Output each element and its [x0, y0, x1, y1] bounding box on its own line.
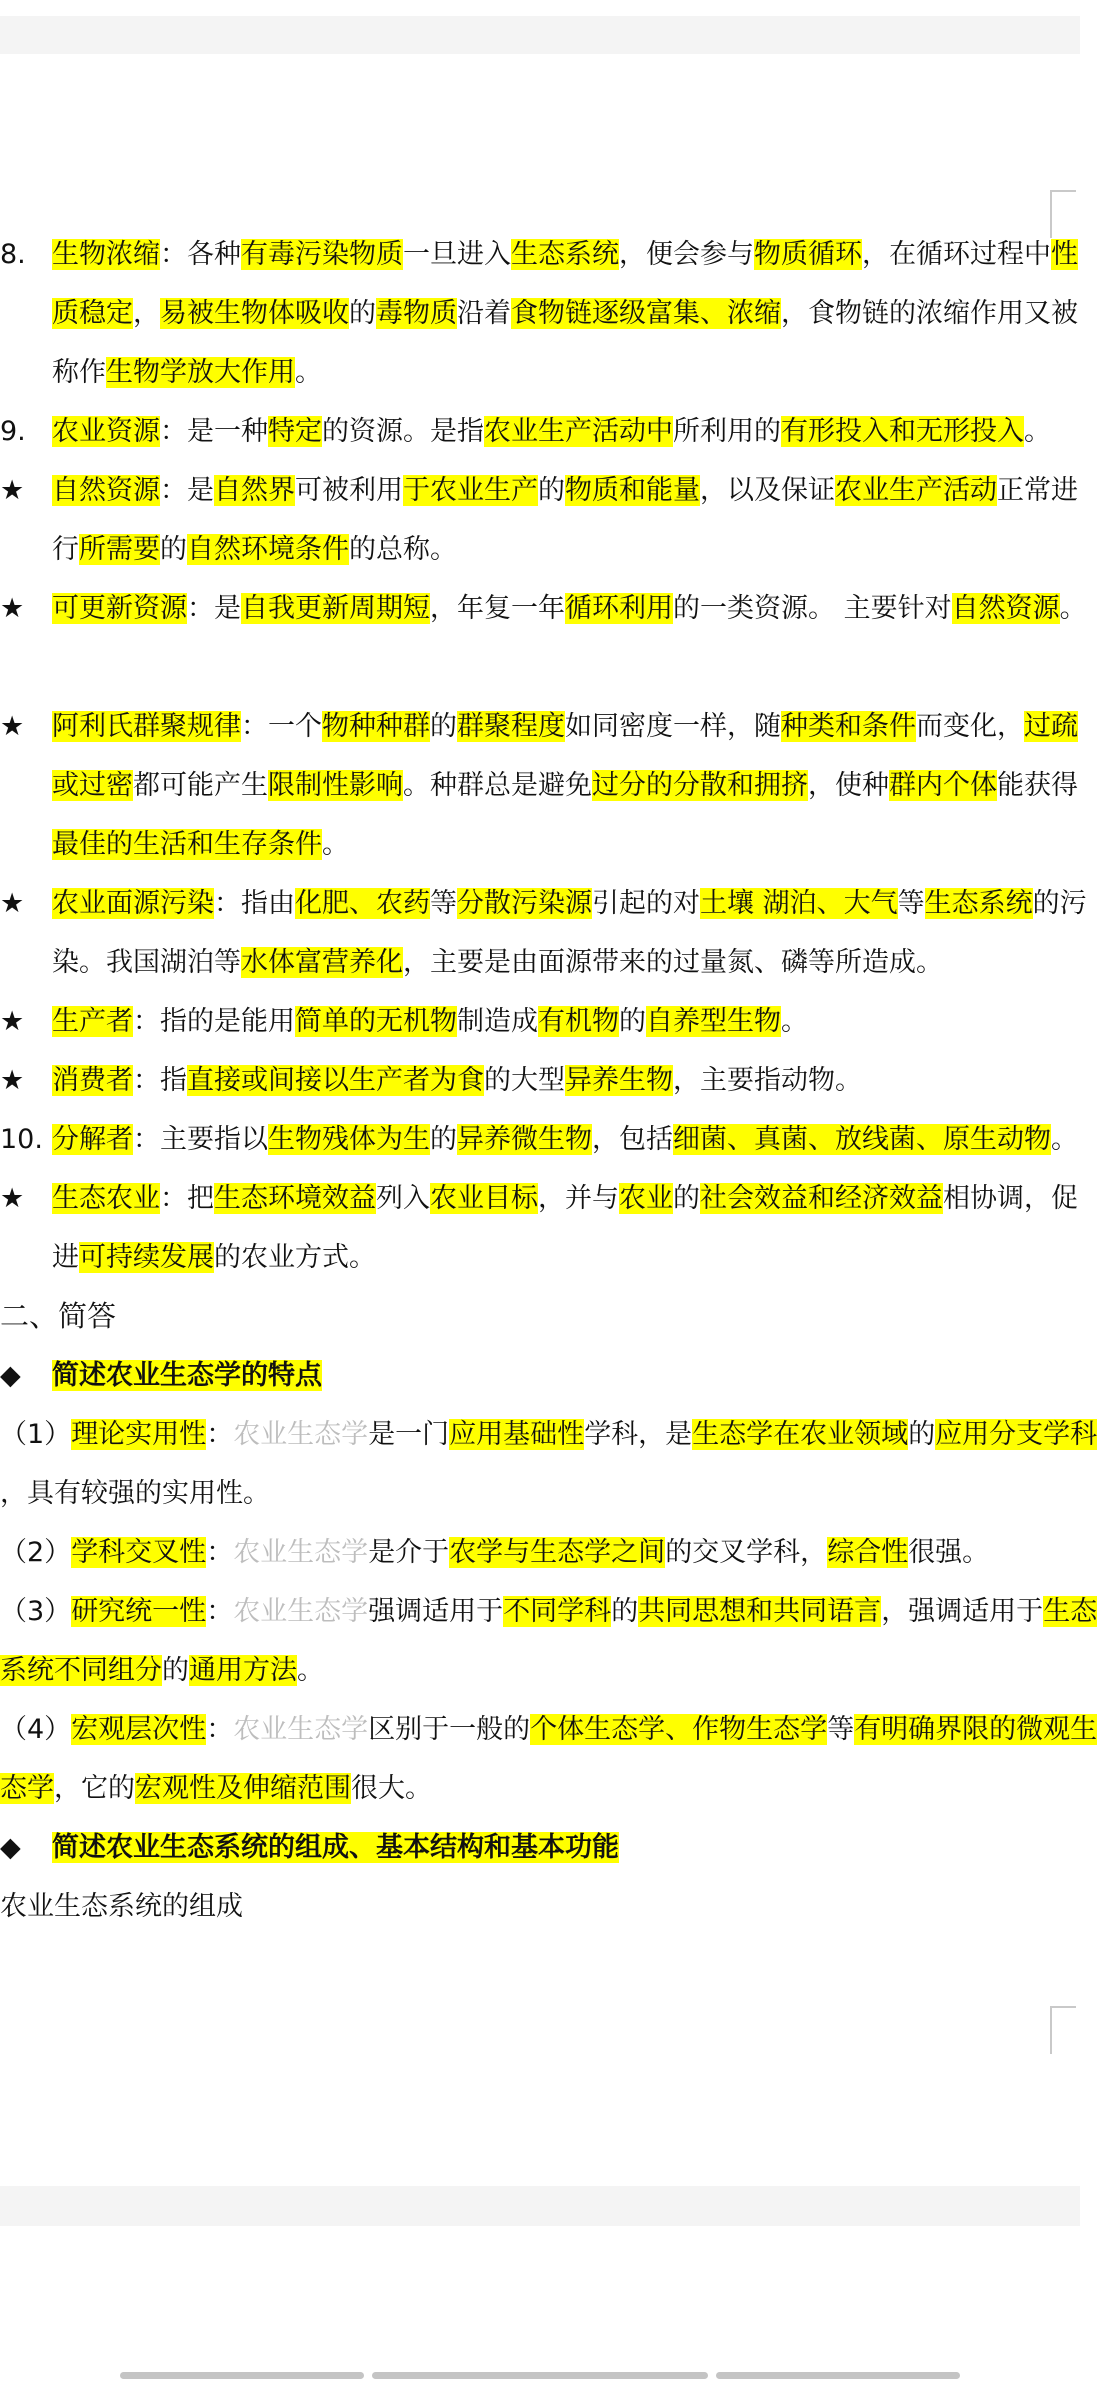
- plain-text: 是一门: [368, 1419, 450, 1450]
- line-text: [0, 1641, 324, 1700]
- plain-text: 。: [297, 1655, 324, 1686]
- highlighted-term: 农业: [619, 1183, 673, 1214]
- highlighted-term: 或过密: [52, 770, 133, 801]
- text-line: [0, 343, 1080, 402]
- plain-text: 。: [1059, 593, 1087, 624]
- highlighted-term: 可持续发展: [79, 1242, 214, 1273]
- plain-text: （3）: [0, 1596, 72, 1627]
- line-text: [52, 874, 1087, 933]
- line-text: [52, 1051, 862, 1110]
- plain-text: （2）: [0, 1537, 72, 1568]
- highlighted-term: 简述农业生态系统的组成、基本结构和基本功能: [52, 1832, 619, 1863]
- text-line: [0, 815, 1080, 874]
- highlighted-term: 物质循环: [754, 239, 862, 270]
- star-bullet-icon: ★: [0, 1065, 25, 1096]
- text-line: [0, 992, 1080, 1051]
- line-text: [52, 815, 349, 874]
- list-number: 10.: [0, 1124, 43, 1155]
- highlighted-term: 阿利氏群聚规律: [52, 711, 241, 742]
- highlighted-term: 化肥、农药: [295, 888, 430, 919]
- text-line: [0, 1051, 1080, 1110]
- blank-line: [0, 638, 1080, 697]
- plain-text: ，以及保证: [700, 475, 835, 506]
- text-line: [0, 874, 1087, 933]
- text-line: [0, 579, 1087, 638]
- highlighted-term: 应用基础性: [449, 1419, 585, 1450]
- plain-text: ，强调适用于: [881, 1596, 1044, 1627]
- plain-text: 很强。: [908, 1537, 990, 1568]
- plain-text: ：各种: [160, 239, 241, 270]
- highlighted-term: 简述农业生态学的特点: [52, 1360, 322, 1391]
- line-text: [52, 579, 1087, 638]
- plain-text: 染。我国湖泊等: [52, 947, 241, 978]
- plain-text: 的: [160, 534, 187, 565]
- highlighted-term: 自然资源: [951, 593, 1060, 624]
- text-line: [0, 461, 1080, 520]
- plain-text: 的: [538, 475, 565, 506]
- text-line: [0, 1110, 1080, 1169]
- plain-text: 。: [322, 829, 349, 860]
- star-bullet-icon: ★: [0, 593, 25, 624]
- plain-text: 。: [295, 357, 322, 388]
- highlighted-term: 直接或间接以生产者为食: [187, 1065, 484, 1096]
- star-bullet-icon: ★: [0, 1183, 25, 1214]
- plain-text: ，: [133, 298, 160, 329]
- plain-text: 等: [827, 1714, 855, 1745]
- star-bullet-icon: ★: [0, 475, 25, 506]
- highlighted-term: 不同学科: [503, 1596, 612, 1627]
- line-text: [52, 697, 1078, 756]
- plain-text: ：主要指以: [133, 1124, 268, 1155]
- plain-text: 是介于: [368, 1537, 450, 1568]
- plain-text: 如同密度一样，随: [565, 711, 781, 742]
- line-text: [52, 225, 1078, 284]
- plain-text: ，便会参与: [619, 239, 754, 270]
- highlighted-term: 农业生产活动: [835, 475, 997, 506]
- highlighted-term: 物种种群: [322, 711, 430, 742]
- highlighted-term: 生态系统: [511, 239, 619, 270]
- line-text: [52, 933, 943, 992]
- plain-text: 区别于一般的: [368, 1714, 531, 1745]
- text-line: [0, 1582, 1097, 1641]
- page-top-gap: [0, 16, 1080, 54]
- line-text: [0, 1582, 1097, 1641]
- plain-text: ：一个: [241, 711, 322, 742]
- scroll-indicator-middle[interactable]: [372, 2372, 708, 2379]
- highlighted-term: 生态学在农业领域: [692, 1419, 909, 1450]
- plain-text: 一旦进入: [403, 239, 511, 270]
- plain-text: 学科，是: [584, 1419, 693, 1450]
- plain-text: 的资源。是指: [322, 416, 484, 447]
- highlighted-term: 群内个体: [889, 770, 997, 801]
- highlighted-term: 质稳定: [52, 298, 133, 329]
- highlighted-term: 理论实用性: [71, 1419, 207, 1450]
- highlighted-term: 自然环境条件: [187, 534, 349, 565]
- star-bullet-icon: ★: [0, 888, 25, 919]
- highlighted-term: 循环利用: [565, 593, 673, 624]
- highlighted-term: 生物残体为生: [268, 1124, 430, 1155]
- line-text: [52, 1228, 376, 1287]
- plain-text: 很大。: [351, 1773, 432, 1804]
- highlighted-term: 农业资源: [52, 416, 160, 447]
- highlighted-term: 特定: [268, 416, 322, 447]
- highlighted-term: 生态农业: [52, 1183, 160, 1214]
- highlighted-term: 个体生态学、作物生态学: [530, 1714, 828, 1745]
- text-line: [0, 756, 1080, 815]
- highlighted-term: 异养微生物: [457, 1124, 592, 1155]
- highlighted-term: 物质和能量: [565, 475, 700, 506]
- plain-text: ：: [206, 1596, 234, 1627]
- highlighted-term: 生产者: [52, 1006, 133, 1037]
- star-bullet-icon: ★: [0, 711, 25, 742]
- plain-text: （1）: [0, 1419, 72, 1450]
- highlighted-term: 有毒污染物质: [241, 239, 403, 270]
- scroll-indicator-right[interactable]: [716, 2372, 960, 2379]
- faded-term: 农业生态学: [233, 1419, 369, 1450]
- plain-text: ，年复一年: [430, 593, 565, 624]
- plain-text: 相协调，促: [943, 1183, 1078, 1214]
- plain-text: 的农业方式。: [214, 1242, 376, 1273]
- plain-text: 的: [673, 1183, 700, 1214]
- question-heading: [0, 1346, 1080, 1405]
- highlighted-term: 消费者: [52, 1065, 133, 1096]
- text-line: [0, 1228, 1080, 1287]
- line-text: [0, 1523, 989, 1582]
- highlighted-term: 生态系统: [924, 888, 1033, 919]
- highlighted-term: 应用分支学科: [935, 1419, 1097, 1450]
- plain-text: 的大型: [484, 1065, 565, 1096]
- star-bullet-icon: ★: [0, 1006, 25, 1037]
- highlighted-term: 生态环境效益: [214, 1183, 376, 1214]
- plain-text: ：指的是能用: [133, 1006, 295, 1037]
- highlighted-term: 毒物质: [376, 298, 457, 329]
- highlighted-term: 综合性: [827, 1537, 909, 1568]
- highlighted-term: 生物浓缩: [52, 239, 160, 270]
- line-text: [0, 1464, 270, 1523]
- plain-text: 称作: [52, 357, 106, 388]
- plain-text: 等: [430, 888, 457, 919]
- plain-text: 。种群总是避免: [403, 770, 592, 801]
- highlighted-term: 农业生产活动中: [484, 416, 673, 447]
- highlighted-term: 生态: [1043, 1596, 1097, 1627]
- line-text: [52, 1169, 1078, 1228]
- plain-text: 都可能产生: [133, 770, 268, 801]
- plain-text: ：是一种: [160, 416, 268, 447]
- plain-text: ，主要指动物。: [673, 1065, 862, 1096]
- page-break-gap: [0, 2186, 1080, 2226]
- faded-term: 农业生态学: [233, 1714, 369, 1745]
- plain-text: ：是: [187, 593, 241, 624]
- plain-text: 的: [430, 711, 457, 742]
- text-line: [0, 225, 1080, 284]
- plain-text: 。: [1051, 1124, 1078, 1155]
- plain-text: ：是: [160, 475, 214, 506]
- document-page[interactable]: [0, 225, 1097, 1936]
- highlighted-term: 研究统一性: [71, 1596, 207, 1627]
- line-text: [0, 1405, 1097, 1464]
- plain-text: ，它的: [54, 1773, 135, 1804]
- line-text: [52, 520, 457, 579]
- highlighted-term: 土壤 湖泊、大气: [700, 888, 898, 919]
- line-text: [0, 1877, 243, 1936]
- text-line: [0, 520, 1080, 579]
- line-text: [52, 756, 1078, 815]
- highlighted-term: 细菌、真菌、放线菌、原生动物: [673, 1124, 1051, 1155]
- section-heading: [0, 1287, 1080, 1346]
- line-text: [52, 1818, 619, 1877]
- plain-text: 的: [611, 1596, 639, 1627]
- highlighted-term: 最佳的生活和生存条件: [52, 829, 322, 860]
- text-line: [0, 1641, 1080, 1700]
- highlighted-term: 过分的分散和拥挤: [592, 770, 808, 801]
- highlighted-term: 农学与生态学之间: [449, 1537, 666, 1568]
- highlighted-term: 过疏: [1024, 711, 1078, 742]
- plain-text: 。: [781, 1006, 808, 1037]
- plain-text: 的: [908, 1419, 936, 1450]
- highlighted-term: 限制性影响: [268, 770, 403, 801]
- plain-text: （4）: [0, 1714, 72, 1745]
- highlighted-term: 自然资源: [52, 475, 160, 506]
- plain-text: ：: [206, 1714, 234, 1745]
- highlighted-term: 学科交叉性: [71, 1537, 207, 1568]
- text-line: [0, 1877, 1080, 1936]
- highlighted-term: 有机物: [538, 1006, 619, 1037]
- highlighted-term: 有明确界限的微观生: [854, 1714, 1097, 1745]
- list-number: 8.: [0, 239, 26, 270]
- plain-text: 可被利用: [295, 475, 403, 506]
- highlighted-term: 有形投入和无形投入: [781, 416, 1024, 447]
- question-heading: [0, 1818, 1080, 1877]
- highlighted-term: 农业目标: [430, 1183, 538, 1214]
- plain-text: ，主要是由面源带来的过量氮、磷等所造成。: [403, 947, 943, 978]
- line-text: [52, 1346, 322, 1405]
- highlighted-term: 宏观性及伸缩范围: [135, 1773, 351, 1804]
- list-number: 9.: [0, 416, 26, 447]
- text-line: [0, 1759, 1080, 1818]
- highlighted-term: 自我更新周期短: [241, 593, 430, 624]
- diamond-bullet-icon: ◆: [0, 1832, 21, 1863]
- scroll-indicator-left[interactable]: [120, 2372, 364, 2379]
- plain-text: ：: [206, 1419, 234, 1450]
- highlighted-term: 异养生物: [565, 1065, 673, 1096]
- plain-text: ，并与: [538, 1183, 619, 1214]
- page-corner-mark: [1050, 2006, 1076, 2054]
- text-line: [0, 1464, 1080, 1523]
- plain-text: 引起的对: [592, 888, 700, 919]
- highlighted-term: 自然界: [214, 475, 295, 506]
- highlighted-term: 种类和条件: [781, 711, 916, 742]
- plain-text: 制造成: [457, 1006, 538, 1037]
- plain-text: 的污: [1032, 888, 1087, 919]
- plain-text: 行: [52, 534, 79, 565]
- line-text: [52, 461, 1078, 520]
- highlighted-term: 所需要: [79, 534, 160, 565]
- highlighted-term: 水体富营养化: [241, 947, 403, 978]
- plain-text: ：把: [160, 1183, 214, 1214]
- highlighted-term: 社会效益和经济效益: [700, 1183, 943, 1214]
- text-line: [0, 1700, 1097, 1759]
- plain-text: ，在循环过程中: [862, 239, 1051, 270]
- highlighted-term: 系统不同组分: [0, 1655, 162, 1686]
- highlighted-term: 自养型生物: [646, 1006, 781, 1037]
- plain-text: 的: [619, 1006, 646, 1037]
- text-line: [0, 933, 1080, 992]
- line-text: [52, 343, 322, 402]
- highlighted-term: 农业面源污染: [52, 888, 214, 919]
- line-text: [52, 284, 1078, 343]
- plain-text: ：: [206, 1537, 234, 1568]
- plain-text: ：指由: [214, 888, 295, 919]
- highlighted-term: 易被生物体吸收: [160, 298, 349, 329]
- plain-text: ：指: [133, 1065, 187, 1096]
- text-line: [0, 1523, 1080, 1582]
- highlighted-term: 共同思想和共同语言: [638, 1596, 882, 1627]
- plain-text: 农业生态系统的组成: [0, 1891, 243, 1922]
- highlighted-term: 分散污染源: [457, 888, 592, 919]
- plain-text: 强调适用于: [368, 1596, 504, 1627]
- highlighted-term: 简单的无机物: [295, 1006, 457, 1037]
- faded-term: 农业生态学: [233, 1596, 369, 1627]
- diamond-bullet-icon: ◆: [0, 1360, 21, 1391]
- plain-text: ，食物链的浓缩作用又被: [781, 298, 1078, 329]
- highlighted-term: 分解者: [52, 1124, 133, 1155]
- highlighted-term: 群聚程度: [457, 711, 565, 742]
- plain-text: 的: [349, 298, 376, 329]
- line-text: [0, 1759, 432, 1818]
- highlighted-term: 性: [1051, 239, 1078, 270]
- plain-text: 所利用的: [673, 416, 781, 447]
- plain-text: 的交叉学科，: [665, 1537, 828, 1568]
- text-line: [0, 697, 1080, 756]
- line-text: [52, 992, 808, 1051]
- highlighted-term: 食物链逐级富集、浓缩: [511, 298, 781, 329]
- highlighted-term: 态学: [0, 1773, 54, 1804]
- plain-text: 能获得: [997, 770, 1078, 801]
- plain-text: 的一类资源。 主要针对: [673, 593, 952, 624]
- plain-text: ，包括: [592, 1124, 673, 1155]
- line-text: [52, 1110, 1078, 1169]
- highlighted-term: 可更新资源: [52, 593, 187, 624]
- plain-text: ，具有较强的实用性。: [0, 1478, 270, 1509]
- highlighted-term: 通用方法: [189, 1655, 297, 1686]
- highlighted-term: 宏观层次性: [71, 1714, 207, 1745]
- line-text: [52, 402, 1051, 461]
- plain-text: 。: [1024, 416, 1051, 447]
- line-text: [0, 1700, 1097, 1759]
- highlighted-term: 于农业生产: [403, 475, 538, 506]
- text-line: [0, 1405, 1097, 1464]
- text-line: [0, 284, 1080, 343]
- plain-text: 等: [897, 888, 925, 919]
- plain-text: 的: [162, 1655, 189, 1686]
- section-heading-text: 二、简答: [0, 1299, 117, 1333]
- plain-text: 沿着: [457, 298, 511, 329]
- plain-text: 进: [52, 1242, 79, 1273]
- plain-text: 而变化，: [916, 711, 1024, 742]
- plain-text: 的总称。: [349, 534, 457, 565]
- plain-text: 列入: [376, 1183, 430, 1214]
- text-line: [0, 1169, 1080, 1228]
- plain-text: 正常进: [997, 475, 1078, 506]
- highlighted-term: 生物学放大作用: [106, 357, 295, 388]
- plain-text: ，使种: [808, 770, 889, 801]
- text-line: [0, 402, 1080, 461]
- faded-term: 农业生态学: [233, 1537, 369, 1568]
- plain-text: 的: [430, 1124, 457, 1155]
